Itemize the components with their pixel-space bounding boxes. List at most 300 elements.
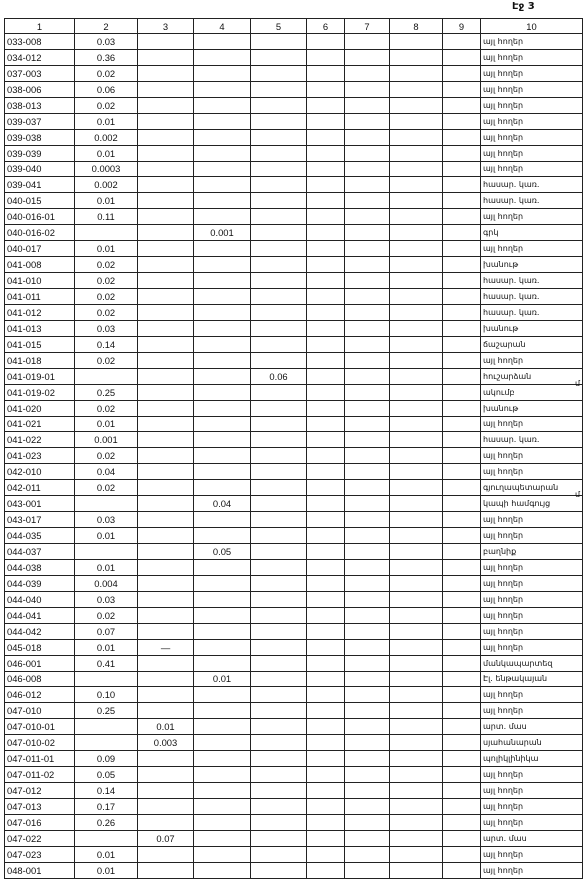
area-col-8 (390, 448, 443, 464)
area-col-9 (443, 623, 481, 639)
area-col-9 (443, 735, 481, 751)
table-row (5, 544, 583, 560)
parcel-code: 047-012 (5, 783, 75, 799)
land-use: այլ հողեր (481, 49, 583, 65)
area-col-6 (307, 352, 345, 368)
area-col-2 (75, 368, 138, 384)
area-col-2: 0.002 (75, 177, 138, 193)
area-col-2: 0.06 (75, 81, 138, 97)
parcel-code: 041-012 (5, 304, 75, 320)
area-col-4 (194, 34, 251, 50)
area-col-4 (194, 639, 251, 655)
area-col-5 (251, 735, 307, 751)
area-col-9 (443, 575, 481, 591)
area-col-9 (443, 432, 481, 448)
area-col-4 (194, 49, 251, 65)
area-col-9 (443, 193, 481, 209)
area-col-5 (251, 703, 307, 719)
table-row (5, 830, 583, 846)
area-col-7 (345, 814, 390, 830)
area-col-4 (194, 830, 251, 846)
area-col-9 (443, 257, 481, 273)
table-row (5, 193, 583, 209)
area-col-7 (345, 512, 390, 528)
parcel-code: 040-015 (5, 193, 75, 209)
area-col-4 (194, 304, 251, 320)
area-col-3 (138, 496, 194, 512)
table-row (5, 655, 583, 671)
table-row (5, 687, 583, 703)
area-col-9 (443, 416, 481, 432)
area-col-8 (390, 65, 443, 81)
area-col-6 (307, 368, 345, 384)
land-use: պոլիկլինիկա (481, 751, 583, 767)
area-col-9 (443, 703, 481, 719)
area-col-4 (194, 846, 251, 862)
area-col-6 (307, 209, 345, 225)
parcel-code: 047-023 (5, 846, 75, 862)
parcel-code: 039-037 (5, 113, 75, 129)
area-col-2: 0.03 (75, 320, 138, 336)
area-col-9 (443, 113, 481, 129)
area-col-8 (390, 273, 443, 289)
land-use: այլ հողեր (481, 687, 583, 703)
area-col-2: 0.03 (75, 512, 138, 528)
area-col-5 (251, 81, 307, 97)
area-col-3 (138, 336, 194, 352)
parcel-code: 041-019-01 (5, 368, 75, 384)
area-col-5 (251, 97, 307, 113)
land-use: այլ հողեր (481, 34, 583, 50)
margin-mark: մ (575, 490, 581, 499)
area-col-6 (307, 225, 345, 241)
land-use: այլ հողեր (481, 575, 583, 591)
area-col-8 (390, 687, 443, 703)
area-col-3 (138, 416, 194, 432)
parcel-code: 047-016 (5, 814, 75, 830)
area-col-7 (345, 480, 390, 496)
area-col-8 (390, 225, 443, 241)
area-col-3 (138, 289, 194, 305)
area-col-9 (443, 544, 481, 560)
area-col-5 (251, 480, 307, 496)
area-col-7 (345, 257, 390, 273)
area-col-2 (75, 735, 138, 751)
area-col-5 (251, 559, 307, 575)
land-use: այլ հողեր (481, 113, 583, 129)
area-col-4 (194, 416, 251, 432)
table-row (5, 591, 583, 607)
area-col-3 (138, 862, 194, 878)
area-col-5 (251, 719, 307, 735)
area-col-5 (251, 209, 307, 225)
area-col-7 (345, 241, 390, 257)
area-col-4 (194, 81, 251, 97)
land-use: այլ հողեր (481, 528, 583, 544)
area-col-3 (138, 687, 194, 703)
land-use: այլ հողեր (481, 559, 583, 575)
area-col-6 (307, 129, 345, 145)
table-row (5, 783, 583, 799)
area-col-8 (390, 528, 443, 544)
area-col-8 (390, 623, 443, 639)
area-col-6 (307, 639, 345, 655)
area-col-9 (443, 639, 481, 655)
area-col-4 (194, 655, 251, 671)
parcel-code: 044-035 (5, 528, 75, 544)
area-col-2: 0.01 (75, 559, 138, 575)
land-use: գրկ (481, 225, 583, 241)
table-row (5, 496, 583, 512)
area-col-7 (345, 34, 390, 50)
area-col-6 (307, 400, 345, 416)
parcel-code: 040-017 (5, 241, 75, 257)
parcel-code: 038-013 (5, 97, 75, 113)
table-row (5, 113, 583, 129)
table-row (5, 814, 583, 830)
area-col-8 (390, 671, 443, 687)
table-row (5, 352, 583, 368)
area-col-4 (194, 177, 251, 193)
area-col-5 (251, 65, 307, 81)
area-col-6 (307, 496, 345, 512)
table-row (5, 225, 583, 241)
area-col-2: 0.10 (75, 687, 138, 703)
area-col-5 (251, 783, 307, 799)
parcel-code: 044-042 (5, 623, 75, 639)
land-use: այլ հողեր (481, 846, 583, 862)
area-col-3 (138, 480, 194, 496)
area-col-7 (345, 464, 390, 480)
area-col-6 (307, 34, 345, 50)
area-col-5 (251, 544, 307, 560)
area-col-9 (443, 655, 481, 671)
parcel-code: 041-010 (5, 273, 75, 289)
land-use: այլ հողեր (481, 81, 583, 97)
land-use: այլ հողեր (481, 416, 583, 432)
area-col-2 (75, 671, 138, 687)
area-col-8 (390, 320, 443, 336)
area-col-6 (307, 464, 345, 480)
column-header-2: 2 (75, 19, 138, 34)
area-col-7 (345, 65, 390, 81)
area-col-4 (194, 320, 251, 336)
land-use: այլ հողեր (481, 97, 583, 113)
area-col-6 (307, 575, 345, 591)
area-col-4 (194, 129, 251, 145)
area-col-7 (345, 400, 390, 416)
area-col-7 (345, 129, 390, 145)
parcel-code: 044-038 (5, 559, 75, 575)
area-col-3 (138, 432, 194, 448)
table-row (5, 161, 583, 177)
area-col-3 (138, 49, 194, 65)
table-row (5, 34, 583, 50)
area-col-5 (251, 193, 307, 209)
area-col-4 (194, 193, 251, 209)
area-col-4 (194, 97, 251, 113)
area-col-2 (75, 830, 138, 846)
area-col-7 (345, 384, 390, 400)
column-header-6: 6 (307, 19, 345, 34)
area-col-4 (194, 607, 251, 623)
table-row (5, 703, 583, 719)
area-col-3 (138, 544, 194, 560)
area-col-8 (390, 161, 443, 177)
parcel-code: 042-010 (5, 464, 75, 480)
parcel-code: 046-012 (5, 687, 75, 703)
column-header-8: 8 (390, 19, 443, 34)
area-col-4 (194, 735, 251, 751)
area-col-9 (443, 384, 481, 400)
area-col-6 (307, 336, 345, 352)
area-col-2: 0.09 (75, 751, 138, 767)
area-col-3 (138, 767, 194, 783)
area-col-5 (251, 846, 307, 862)
area-col-7 (345, 559, 390, 575)
area-col-4 (194, 799, 251, 815)
area-col-9 (443, 145, 481, 161)
area-col-8 (390, 400, 443, 416)
area-col-9 (443, 448, 481, 464)
area-col-2: 0.01 (75, 416, 138, 432)
area-col-4 (194, 559, 251, 575)
land-use: բաղնիք (481, 544, 583, 560)
area-col-8 (390, 289, 443, 305)
area-col-4 (194, 289, 251, 305)
area-col-8 (390, 639, 443, 655)
parcel-code: 043-017 (5, 512, 75, 528)
parcel-code: 041-011 (5, 289, 75, 305)
land-use: այլ հողեր (481, 161, 583, 177)
area-col-7 (345, 591, 390, 607)
area-col-6 (307, 607, 345, 623)
area-col-9 (443, 559, 481, 575)
area-col-9 (443, 814, 481, 830)
area-col-9 (443, 34, 481, 50)
area-col-7 (345, 767, 390, 783)
area-col-5 (251, 145, 307, 161)
area-col-8 (390, 177, 443, 193)
area-col-4 (194, 65, 251, 81)
area-col-3: 0.003 (138, 735, 194, 751)
area-col-9 (443, 336, 481, 352)
area-col-5 (251, 799, 307, 815)
area-col-9 (443, 751, 481, 767)
table-row (5, 512, 583, 528)
land-use: այլ հողեր (481, 767, 583, 783)
area-col-2 (75, 496, 138, 512)
area-col-2: 0.04 (75, 464, 138, 480)
area-col-9 (443, 65, 481, 81)
table-row (5, 304, 583, 320)
area-col-6 (307, 591, 345, 607)
area-col-9 (443, 304, 481, 320)
area-col-3 (138, 559, 194, 575)
area-col-6 (307, 735, 345, 751)
area-col-5 (251, 289, 307, 305)
area-col-8 (390, 368, 443, 384)
area-col-4 (194, 400, 251, 416)
table-row (5, 639, 583, 655)
area-col-9 (443, 49, 481, 65)
area-col-4 (194, 512, 251, 528)
area-col-5 (251, 352, 307, 368)
table-row (5, 129, 583, 145)
area-col-3 (138, 814, 194, 830)
area-col-6 (307, 671, 345, 687)
column-header-3: 3 (138, 19, 194, 34)
area-col-3 (138, 320, 194, 336)
land-use: հասար. կառ. (481, 289, 583, 305)
area-col-6 (307, 846, 345, 862)
table-row (5, 336, 583, 352)
area-col-6 (307, 177, 345, 193)
area-col-9 (443, 687, 481, 703)
area-col-6 (307, 49, 345, 65)
area-col-5 (251, 448, 307, 464)
area-col-7 (345, 320, 390, 336)
area-col-7 (345, 719, 390, 735)
area-col-2: 0.02 (75, 257, 138, 273)
area-col-8 (390, 145, 443, 161)
table-row (5, 257, 583, 273)
area-col-3 (138, 241, 194, 257)
parcel-code: 039-038 (5, 129, 75, 145)
area-col-2: 0.17 (75, 799, 138, 815)
area-col-8 (390, 241, 443, 257)
column-header-9: 9 (443, 19, 481, 34)
area-col-7 (345, 352, 390, 368)
parcel-code: 048-001 (5, 862, 75, 878)
margin-mark: մ (575, 379, 581, 388)
area-col-7 (345, 751, 390, 767)
table-row (5, 320, 583, 336)
area-col-3 (138, 145, 194, 161)
table-row (5, 209, 583, 225)
area-col-5 (251, 639, 307, 655)
area-col-6 (307, 97, 345, 113)
area-col-3 (138, 304, 194, 320)
area-col-6 (307, 145, 345, 161)
parcel-code: 043-001 (5, 496, 75, 512)
parcel-code: 047-010 (5, 703, 75, 719)
area-col-2: 0.0003 (75, 161, 138, 177)
area-col-8 (390, 129, 443, 145)
parcel-code: 033-008 (5, 34, 75, 50)
area-col-7 (345, 81, 390, 97)
area-col-6 (307, 767, 345, 783)
area-col-6 (307, 830, 345, 846)
area-col-4 (194, 623, 251, 639)
area-col-8 (390, 352, 443, 368)
area-col-4 (194, 703, 251, 719)
table-row (5, 767, 583, 783)
table-row (5, 719, 583, 735)
land-use: սյահանարան (481, 735, 583, 751)
area-col-4 (194, 273, 251, 289)
area-col-5: 0.06 (251, 368, 307, 384)
area-col-6 (307, 193, 345, 209)
area-col-7 (345, 799, 390, 815)
table-row (5, 464, 583, 480)
area-col-2: 0.25 (75, 384, 138, 400)
area-col-9 (443, 671, 481, 687)
area-col-3 (138, 257, 194, 273)
table-row (5, 559, 583, 575)
area-col-3 (138, 623, 194, 639)
area-col-3 (138, 512, 194, 528)
area-col-9 (443, 830, 481, 846)
land-use: այլ հողեր (481, 65, 583, 81)
area-col-2: 0.02 (75, 607, 138, 623)
area-col-3 (138, 464, 194, 480)
area-col-6 (307, 559, 345, 575)
table-row (5, 846, 583, 862)
parcel-code: 039-040 (5, 161, 75, 177)
parcel-code: 037-003 (5, 65, 75, 81)
area-col-5 (251, 623, 307, 639)
parcel-code: 046-001 (5, 655, 75, 671)
area-col-2: 0.07 (75, 623, 138, 639)
area-col-7 (345, 273, 390, 289)
table-row (5, 432, 583, 448)
area-col-5 (251, 161, 307, 177)
area-col-7 (345, 49, 390, 65)
area-col-5 (251, 814, 307, 830)
column-header-7: 7 (345, 19, 390, 34)
area-col-9 (443, 368, 481, 384)
area-col-9 (443, 161, 481, 177)
area-col-7 (345, 544, 390, 560)
area-col-8 (390, 480, 443, 496)
area-col-9 (443, 289, 481, 305)
area-col-9 (443, 177, 481, 193)
area-col-5 (251, 304, 307, 320)
area-col-8 (390, 336, 443, 352)
area-col-2: 0.01 (75, 846, 138, 862)
area-col-6 (307, 65, 345, 81)
area-col-8 (390, 512, 443, 528)
land-use: հասար. կառ. (481, 193, 583, 209)
area-col-6 (307, 814, 345, 830)
parcel-code: 042-011 (5, 480, 75, 496)
area-col-4 (194, 257, 251, 273)
area-col-9 (443, 241, 481, 257)
table-row (5, 241, 583, 257)
area-col-6 (307, 623, 345, 639)
area-col-7 (345, 368, 390, 384)
area-col-5 (251, 384, 307, 400)
area-col-5 (251, 49, 307, 65)
area-col-8 (390, 49, 443, 65)
area-col-8 (390, 113, 443, 129)
area-col-5 (251, 273, 307, 289)
area-col-7 (345, 225, 390, 241)
area-col-5 (251, 671, 307, 687)
area-col-8 (390, 735, 443, 751)
area-col-6 (307, 257, 345, 273)
area-col-7 (345, 783, 390, 799)
area-col-9 (443, 767, 481, 783)
table-row (5, 528, 583, 544)
area-col-7 (345, 209, 390, 225)
area-col-7 (345, 113, 390, 129)
land-use: այլ հողեր (481, 799, 583, 815)
table-row (5, 273, 583, 289)
area-col-2: 0.02 (75, 289, 138, 305)
area-col-6 (307, 512, 345, 528)
